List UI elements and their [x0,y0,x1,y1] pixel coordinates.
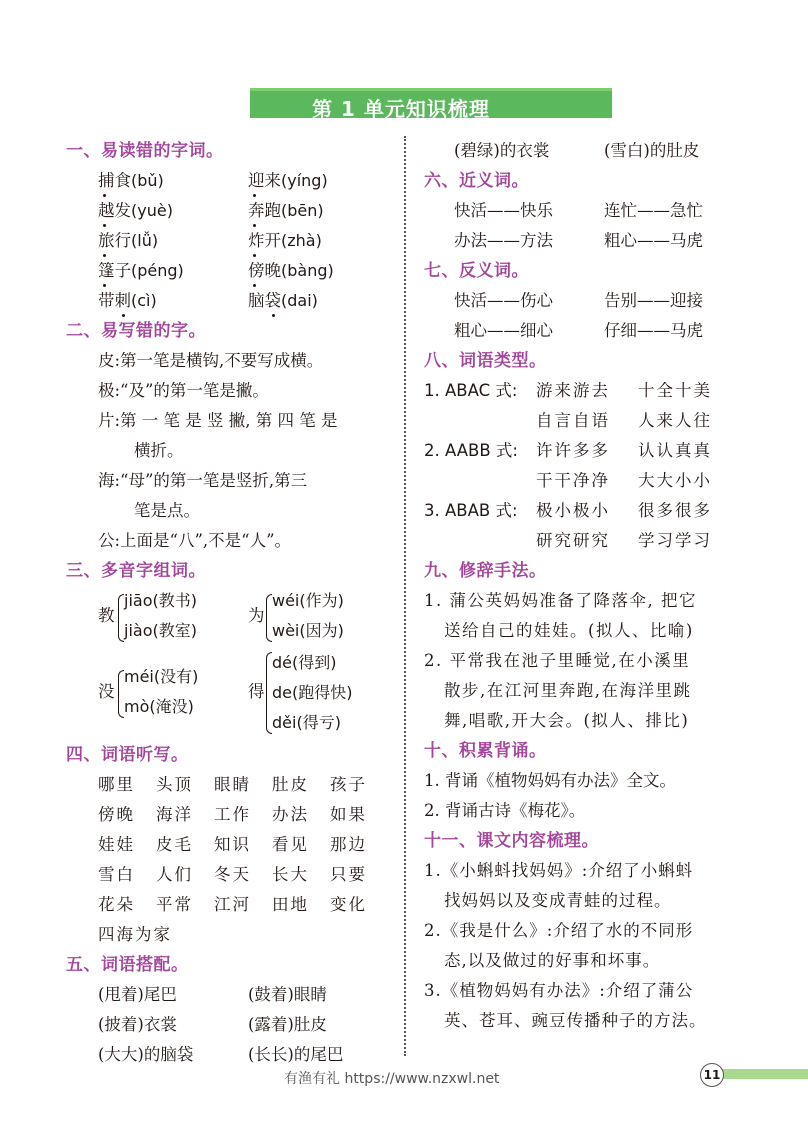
word-row: 娃娃 皮毛 知识 看见 那边 [98,835,367,854]
polyphone-row: 教 jiāo(教书) jiào(教室) 为 wéi(作为) wèi(因为) [98,591,344,640]
word-type-row: 3. ABAB 式: 极小极小 很多很多 [424,501,712,520]
section-heading: 十、积累背诵。 [424,741,547,761]
word-row: 四海为家 [98,925,172,944]
antonym-row: 快活——伤心 告别——迎接 [454,291,703,310]
antonym-row: 粗心——细心 仔细——马虎 [454,321,703,340]
text-line: 1. 蒲公英妈妈准备了降落伞, 把它 [424,591,697,610]
list-item: 带刺(cì) 脑袋(dai) [66,286,396,316]
text-line: 2.《我是什么》:介绍了水的不同形 [424,921,694,940]
text-line: 2. 背诵古诗《梅花》。 [424,801,586,820]
text-line: 2. 平常我在池子里睡觉,在小溪里 [424,651,691,670]
collocation-row: (披着)衣裳 (露着)肚皮 [98,1015,327,1034]
text-line: 1.《小蝌蚪找妈妈》:介绍了小蝌蚪 [424,861,694,880]
word-row: 花朵 平常 江河 田地 变化 [98,895,367,914]
word-row: 哪里 头顶 眼睛 肚皮 孩子 [98,775,367,794]
left-column [66,136,396,1070]
synonym-row: 办法——方法 粗心——马虎 [454,231,703,250]
section-heading: 十一、课文内容梳理。 [424,831,599,851]
title-banner [250,88,612,121]
word-type-row: 研究研究 学习学习 [536,531,712,550]
section-heading: 九、修辞手法。 [424,561,547,581]
section-heading: 五、词语搭配。 [66,955,189,975]
text-line: 公:上面是“八”,不是“人”。 [98,531,292,550]
page-number: 11 [700,1063,724,1087]
word-type-row: 1. ABAC 式: 游来游去 十全十美 [424,381,712,400]
text-line: 送给自己的娃娃。(拟人、比喻) [444,621,694,640]
collocation-row: (碧绿)的衣裳 (雪白)的肚皮 [454,141,700,160]
section-heading: 一、易读错的字词。 [66,141,224,161]
text-line: 极:“及”的第一笔是撇。 [98,381,269,400]
polyphone-row: 没 méi(没有) mò(淹没) 得 dé(得到) de(跑得快) děi(得亏) [98,653,353,732]
text-line: 皮:第一笔是横钩,不要写成横。 [98,351,324,370]
word-type-row: 2. AABB 式: 许许多多 认认真真 [424,441,712,460]
right-column [424,136,774,1036]
section-heading: 七、反义词。 [424,261,529,281]
text-line: 笔是点。 [134,501,200,520]
text-line: 3.《植物妈妈有办法》:介绍了蒲公 [424,981,694,1000]
word-row: 雪白 人们 冬天 长大 只要 [98,865,367,884]
text-line: 横折。 [134,441,184,460]
section-heading: 八、词语类型。 [424,351,547,371]
list-item: 篷子(péng) 傍晚(bàng) [66,256,396,286]
word-row: 傍晚 海洋 工作 办法 如果 [98,805,367,824]
text-line: 散步,在江河里奔跑,在海洋里跳 [444,681,692,700]
section-heading: 三、多音字组词。 [66,561,206,581]
page-bar-decoration [722,1069,808,1079]
list-item: 越发(yuè) 奔跑(bēn) [66,196,396,226]
text-line: 1. 背诵《植物妈妈有办法》全文。 [424,771,676,790]
section-heading: 四、词语听写。 [66,745,189,765]
column-divider [404,136,406,1056]
section-heading: 二、易写错的字。 [66,321,206,341]
word-type-row: 自言自语 人来人往 [536,411,712,430]
text-line: 海:“母”的第一笔是竖折,第三 [98,471,308,490]
list-item: 旅行(lǚ) 炸开(zhà) [66,226,396,256]
text-line: 片:第 一 笔 是 竖 撇, 第 四 笔 是 [98,411,338,430]
collocation-row: (大大)的脑袋 (长长)的尾巴 [98,1045,344,1064]
watermark: 有渔有礼 https://www.nzxwl.net [284,1071,500,1087]
word-type-row: 干干净净 大大小小 [536,471,712,490]
page-title: 第 1 单元知识梳理 [312,97,490,121]
synonym-row: 快活——快乐 连忙——急忙 [454,201,703,220]
collocation-row: (甩着)尾巴 (鼓着)眼睛 [98,985,327,1004]
text-line: 态,以及做过的好事和坏事。 [444,951,661,970]
list-item: 捕食(bǔ) 迎来(yíng) [66,166,396,196]
section-heading: 六、近义词。 [424,171,529,191]
text-line: 舞,唱歌,开大会。(拟人、排比) [444,711,690,730]
text-line: 找妈妈以及变成青蛙的过程。 [444,891,672,910]
text-line: 英、苍耳、豌豆传播种子的方法。 [444,1011,707,1030]
